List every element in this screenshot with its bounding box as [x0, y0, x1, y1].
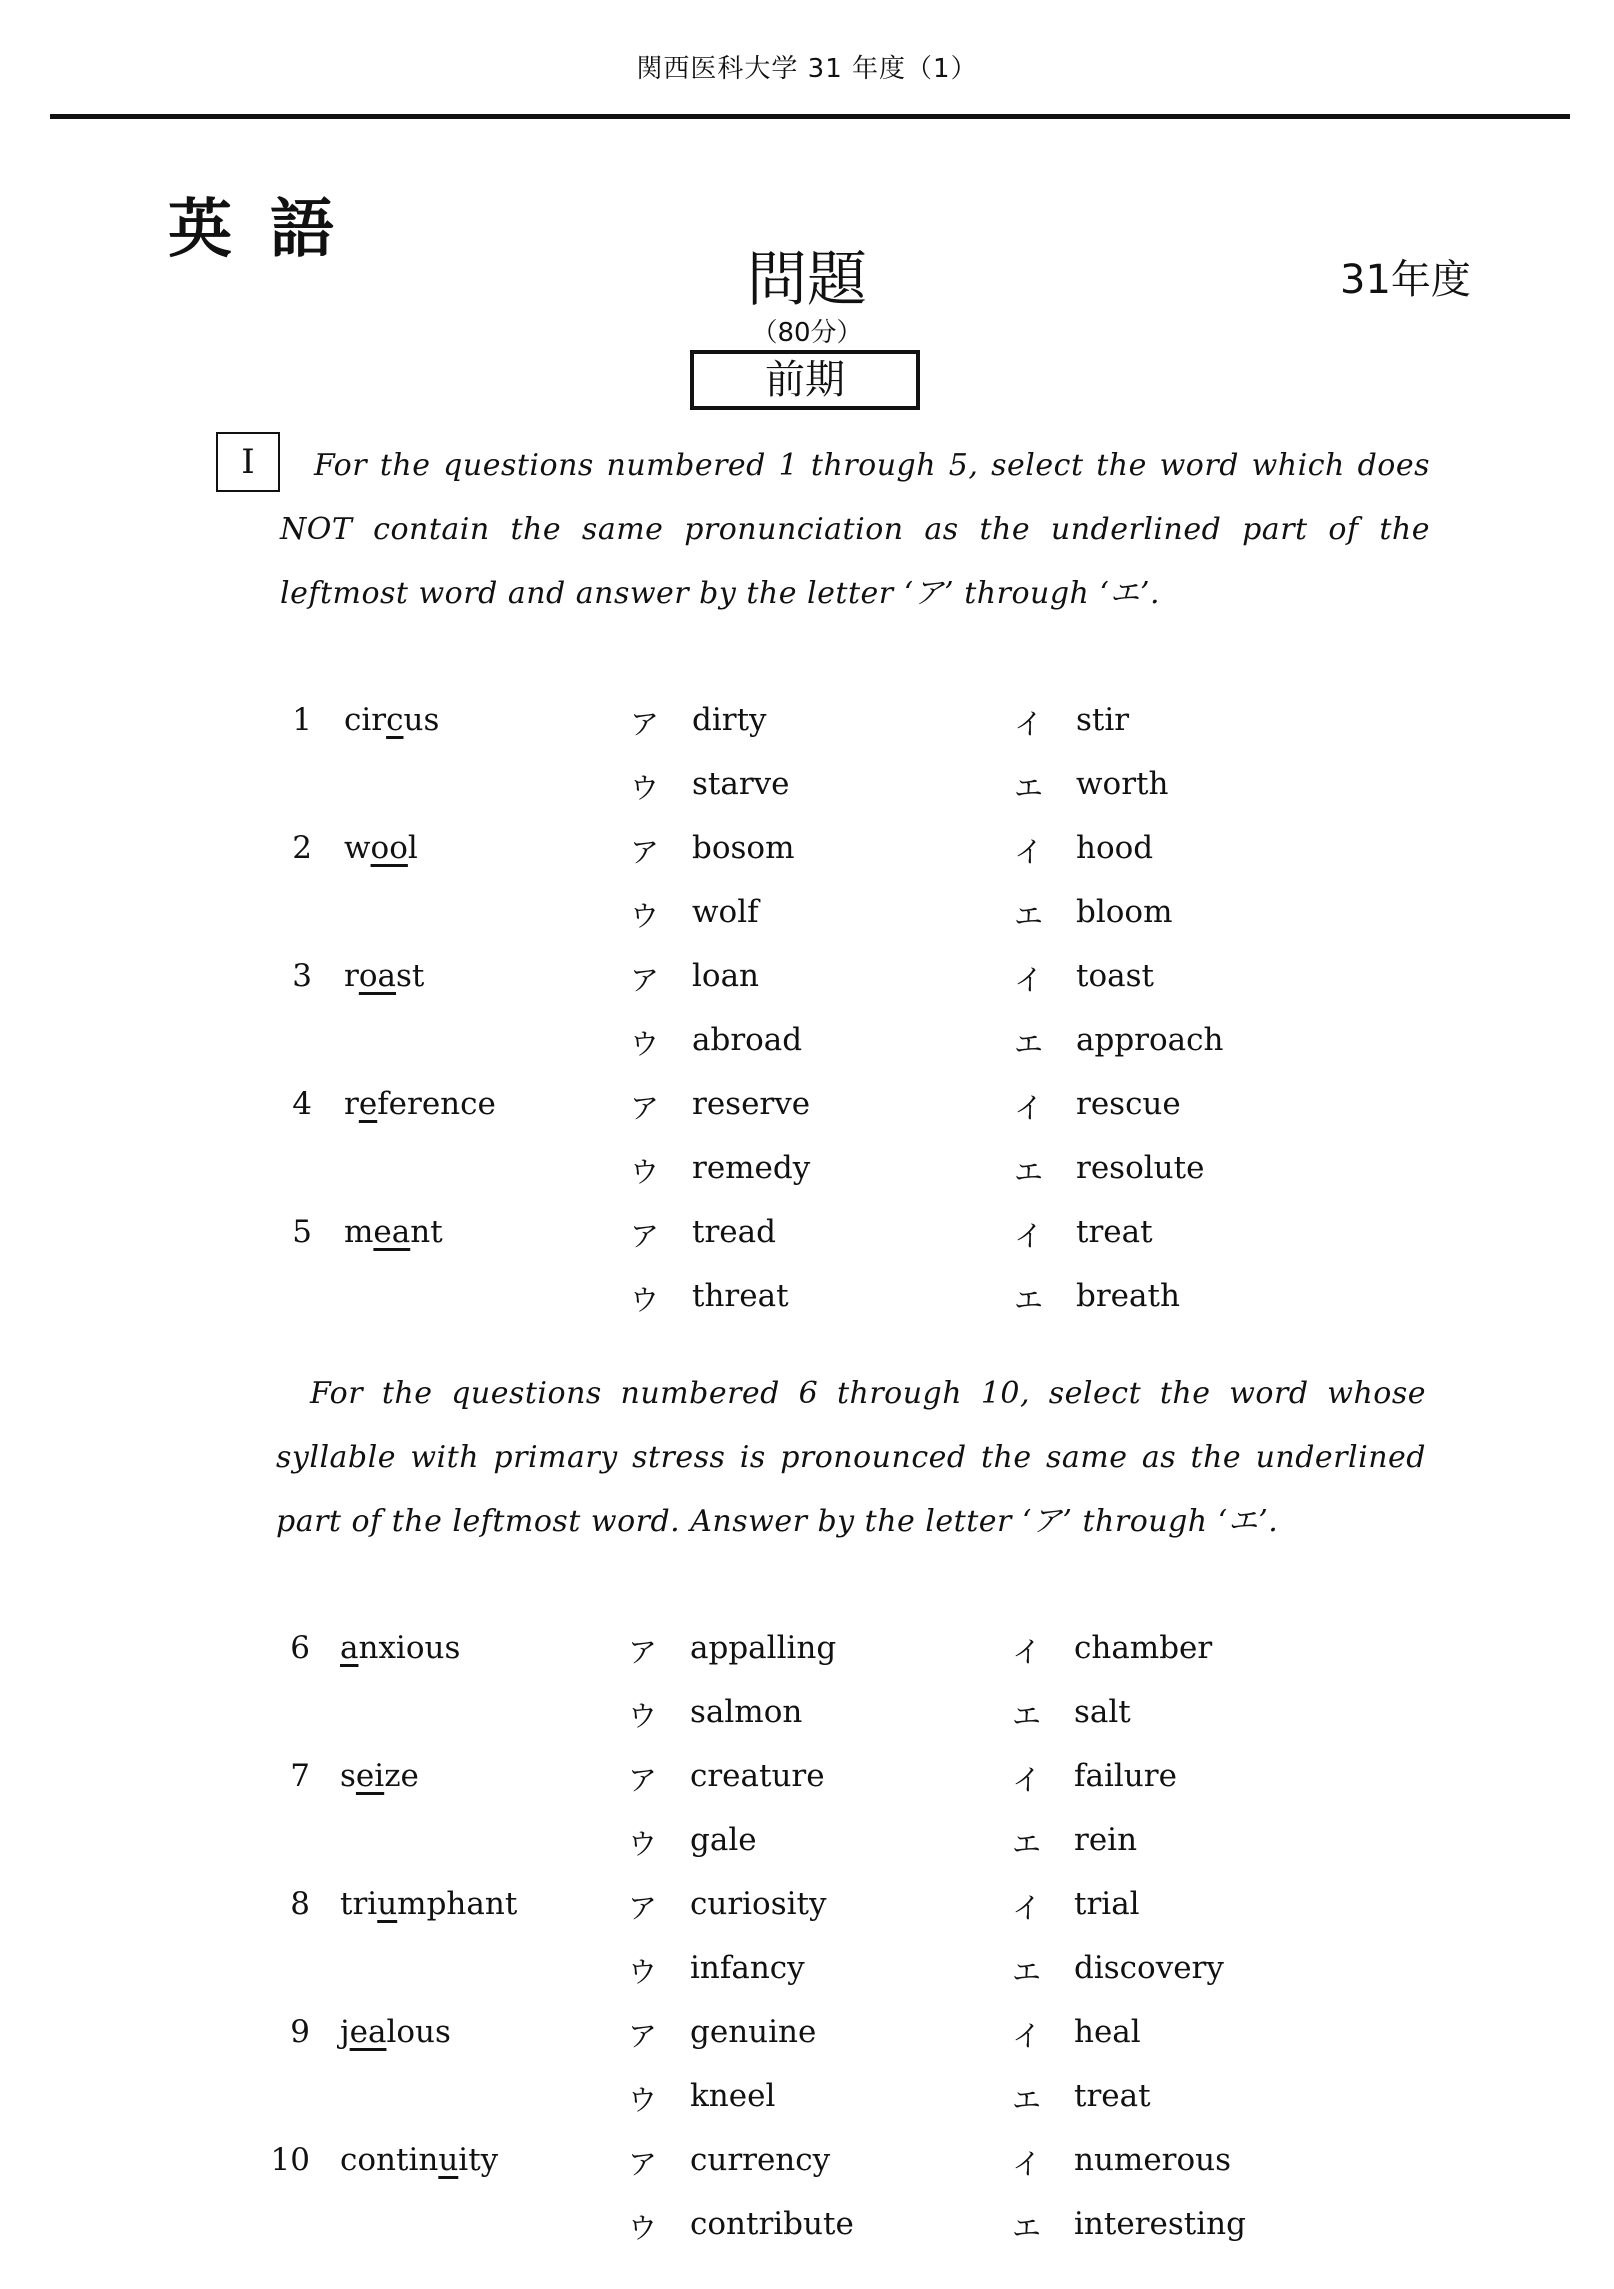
choice-letter-i: イ	[1012, 2019, 1042, 2053]
choice-letter-a: ア	[630, 1091, 660, 1125]
question-row-continued	[0, 2194, 1614, 2258]
choice-letter-u: ウ	[628, 1827, 658, 1861]
choice-letter-i: イ	[1012, 1763, 1042, 1797]
instructions-part-2: For the questions numbered 6 through 10, select the word whose syllable with primary stress is pronounced the same as the underlined part of the leftmost word. Answer by the letter ‘ア’ through ‘エ’.	[276, 1376, 1426, 1539]
question-row-continued	[0, 2066, 1614, 2130]
underlined-part: c	[386, 702, 404, 738]
choice-e: breath	[1076, 1278, 1180, 1314]
question-number: 7	[290, 1758, 310, 1794]
choice-letter-u: ウ	[628, 1699, 658, 1733]
underlined-part: a	[340, 1630, 359, 1666]
question-word: anxious	[340, 1630, 461, 1666]
choice-u: remedy	[692, 1150, 811, 1186]
choice-letter-i: イ	[1014, 1219, 1044, 1253]
question-number: 8	[290, 1886, 310, 1922]
choice-letter-e: エ	[1014, 1027, 1044, 1061]
term-label: 前期	[690, 350, 920, 410]
header-divider	[50, 114, 1570, 119]
choice-letter-u: ウ	[628, 1955, 658, 1989]
section-number: I	[216, 432, 280, 492]
exam-year: 31年度	[1340, 257, 1471, 303]
choice-letter-a: ア	[628, 1635, 658, 1669]
choice-letter-i: イ	[1014, 707, 1044, 741]
question-word: wool	[344, 830, 418, 866]
choice-letter-a: ア	[628, 1763, 658, 1797]
question-row	[0, 1202, 1614, 1266]
choice-e: treat	[1074, 2078, 1151, 2114]
choice-letter-i: イ	[1012, 1891, 1042, 1925]
choice-u: gale	[690, 1822, 757, 1858]
subject-title: 英語	[168, 193, 372, 267]
choice-letter-e: エ	[1014, 1155, 1044, 1189]
choice-letter-e: エ	[1014, 899, 1044, 933]
question-number: 1	[292, 702, 312, 738]
question-row	[0, 2002, 1614, 2066]
choice-letter-u: ウ	[628, 2083, 658, 2117]
choice-a: creature	[690, 1758, 825, 1794]
choice-letter-e: エ	[1012, 1827, 1042, 1861]
choice-i: failure	[1074, 1758, 1177, 1794]
underlined-part: oo	[370, 830, 408, 866]
choice-u: infancy	[690, 1950, 805, 1986]
choice-i: treat	[1076, 1214, 1153, 1250]
choice-a: bosom	[692, 830, 795, 866]
choice-letter-a: ア	[628, 2019, 658, 2053]
choice-letter-e: エ	[1012, 1955, 1042, 1989]
question-row-continued	[0, 1266, 1614, 1330]
choice-letter-a: ア	[630, 963, 660, 997]
choice-a: dirty	[692, 702, 767, 738]
question-number: 2	[292, 830, 312, 866]
question-row-continued	[0, 754, 1614, 818]
choice-a: genuine	[690, 2014, 817, 2050]
choice-i: chamber	[1074, 1630, 1213, 1666]
page-header-title: 関西医科大学 31 年度（1）	[636, 54, 978, 84]
exam-duration: （80分）	[751, 318, 863, 348]
choice-letter-i: イ	[1014, 1091, 1044, 1125]
choice-u: contribute	[690, 2206, 854, 2242]
choice-i: stir	[1076, 702, 1130, 738]
question-word: circus	[344, 702, 440, 738]
choice-a: appalling	[690, 1630, 837, 1666]
choice-i: numerous	[1074, 2142, 1232, 2178]
question-row-continued	[0, 1810, 1614, 1874]
choice-e: resolute	[1076, 1150, 1205, 1186]
choice-letter-u: ウ	[630, 1283, 660, 1317]
question-row	[0, 1074, 1614, 1138]
choice-letter-i: イ	[1012, 2147, 1042, 2181]
choice-i: trial	[1074, 1886, 1140, 1922]
page-heading: 問題	[747, 245, 867, 315]
question-row	[0, 2130, 1614, 2194]
question-word: continuity	[340, 2142, 499, 2178]
question-number: 6	[290, 1630, 310, 1666]
choice-letter-a: ア	[628, 2147, 658, 2181]
underlined-part: ei	[355, 1758, 385, 1794]
choice-a: loan	[692, 958, 760, 994]
choice-u: wolf	[692, 894, 759, 930]
question-row	[0, 1746, 1614, 1810]
question-group-1	[0, 690, 1614, 1330]
question-number: 9	[290, 2014, 310, 2050]
choice-i: rescue	[1076, 1086, 1181, 1122]
question-number: 4	[292, 1086, 312, 1122]
choice-a: curiosity	[690, 1886, 827, 1922]
choice-u: threat	[692, 1278, 789, 1314]
question-number: 10	[270, 2142, 310, 2178]
choice-a: tread	[692, 1214, 776, 1250]
choice-letter-e: エ	[1012, 2211, 1042, 2245]
question-word: roast	[344, 958, 425, 994]
choice-letter-i: イ	[1014, 963, 1044, 997]
question-row-continued	[0, 882, 1614, 946]
choice-letter-e: エ	[1012, 2083, 1042, 2117]
question-word: jealous	[340, 2014, 451, 2050]
question-row-continued	[0, 1682, 1614, 1746]
underlined-part: u	[377, 1886, 398, 1922]
choice-a: currency	[690, 2142, 831, 2178]
choice-letter-e: エ	[1014, 1283, 1044, 1317]
choice-i: toast	[1076, 958, 1154, 994]
question-row	[0, 818, 1614, 882]
question-row	[0, 1874, 1614, 1938]
underlined-part: e	[358, 1086, 378, 1122]
choice-e: worth	[1076, 766, 1169, 802]
choice-letter-u: ウ	[630, 899, 660, 933]
choice-letter-a: ア	[630, 835, 660, 869]
choice-e: interesting	[1074, 2206, 1246, 2242]
question-row-continued	[0, 1938, 1614, 2002]
choice-a: reserve	[692, 1086, 811, 1122]
question-row	[0, 946, 1614, 1010]
question-row-continued	[0, 1138, 1614, 1202]
underlined-part: ea	[373, 1214, 411, 1250]
choice-u: abroad	[692, 1022, 803, 1058]
choice-letter-u: ウ	[630, 1027, 660, 1061]
choice-letter-a: ア	[628, 1891, 658, 1925]
question-word: reference	[344, 1086, 496, 1122]
underlined-part: ea	[349, 2014, 387, 2050]
question-group-2	[0, 1618, 1614, 2258]
question-number: 3	[292, 958, 312, 994]
question-row-continued	[0, 1010, 1614, 1074]
question-word: seize	[340, 1758, 419, 1794]
choice-e: bloom	[1076, 894, 1173, 930]
choice-letter-e: エ	[1014, 771, 1044, 805]
choice-letter-a: ア	[630, 707, 660, 741]
choice-i: heal	[1074, 2014, 1141, 2050]
question-row	[0, 690, 1614, 754]
underlined-part: oa	[358, 958, 396, 994]
choice-u: starve	[692, 766, 790, 802]
choice-i: hood	[1076, 830, 1154, 866]
choice-e: approach	[1076, 1022, 1224, 1058]
choice-e: rein	[1074, 1822, 1138, 1858]
choice-letter-a: ア	[630, 1219, 660, 1253]
question-number: 5	[292, 1214, 312, 1250]
choice-letter-u: ウ	[630, 1155, 660, 1189]
question-word: triumphant	[340, 1886, 518, 1922]
question-word: meant	[344, 1214, 443, 1250]
underlined-part: u	[438, 2142, 459, 2178]
choice-letter-u: ウ	[630, 771, 660, 805]
instructions-part-1: For the questions numbered 1 through 5, select the word which does NOT contain the same pronunciation as the underlined part of the leftmost word and answer by the letter ‘ア’ through ‘エ’.	[280, 448, 1430, 611]
question-row	[0, 1618, 1614, 1682]
choice-u: kneel	[690, 2078, 776, 2114]
choice-letter-u: ウ	[628, 2211, 658, 2245]
choice-e: discovery	[1074, 1950, 1224, 1986]
choice-letter-i: イ	[1014, 835, 1044, 869]
choice-e: salt	[1074, 1694, 1131, 1730]
choice-u: salmon	[690, 1694, 803, 1730]
choice-letter-i: イ	[1012, 1635, 1042, 1669]
choice-letter-e: エ	[1012, 1699, 1042, 1733]
